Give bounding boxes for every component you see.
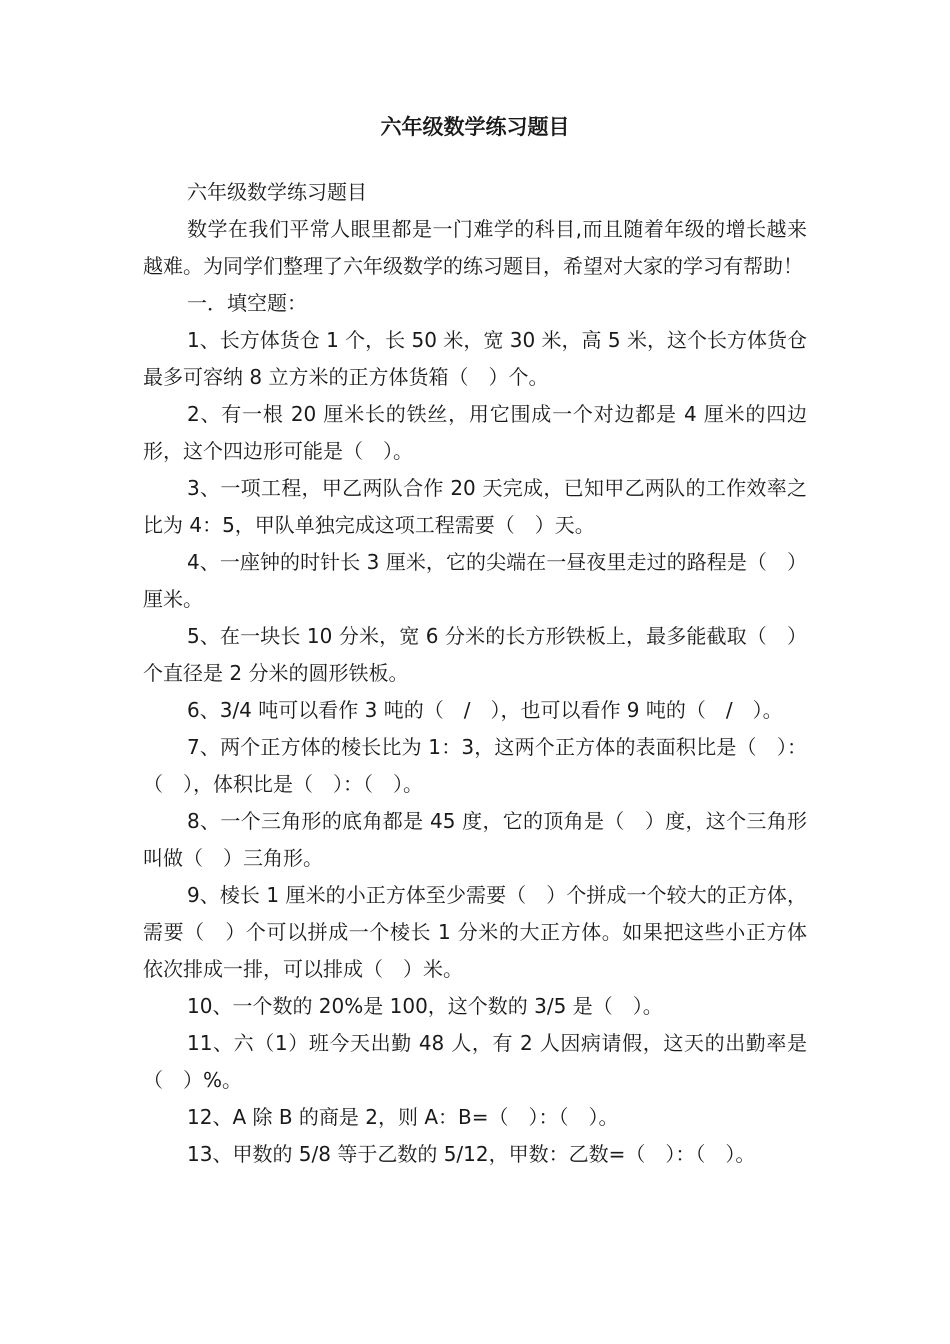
intro-paragraph: 数学在我们平常人眼里都是一门难学的科目,而且随着年级的增长越来越难。为同学们整理了六年级数学的练习题目，希望对大家的学习有帮助！ <box>143 217 807 278</box>
question-13: 13、甲数的 5/8 等于乙数的 5/12，甲数：乙数=（ ）：（ ）。 <box>187 1142 756 1166</box>
question-4: 4、一座钟的时针长 3 厘米，它的尖端在一昼夜里走过的路程是（ ）厘米。 <box>143 550 807 611</box>
question-3: 3、一项工程，甲乙两队合作 20 天完成，已知甲乙两队的工作效率之比为 4：5，甲队单独完成这项工程需要（ ）天。 <box>143 476 807 537</box>
document-body <box>143 174 807 1173</box>
question-2: 2、有一根 20 厘米长的铁丝，用它围成一个对边都是 4 厘米的四边形，这个四边形可能是（ ）。 <box>143 402 807 463</box>
document-title: 六年级数学练习题目 <box>380 115 570 139</box>
question-7: 7、两个正方体的棱长比为 1：3，这两个正方体的表面积比是（ ）：（ ），体积比是（ ）：（ ）。 <box>143 735 807 796</box>
subtitle-paragraph: 六年级数学练习题目 <box>187 180 367 204</box>
question-11: 11、六（1）班今天出勤 48 人，有 2 人因病请假，这天的出勤率是（ ）%。 <box>143 1031 807 1092</box>
question-12: 12、A 除 B 的商是 2，则 A：B=（ ）：（ ）。 <box>187 1105 619 1129</box>
question-9: 9、棱长 1 厘米的小正方体至少需要（ ）个拼成一个较大的正方体，需要（ ）个可以拼成一个棱长 1 分米的大正方体。如果把这些小正方体依次排成一排，可以排成（ ）米。 <box>143 883 807 981</box>
question-10: 10、一个数的 20%是 100，这个数的 3/5 是（ ）。 <box>187 994 663 1018</box>
section-heading: 一．填空题： <box>187 291 307 315</box>
question-5: 5、在一块长 10 分米，宽 6 分米的长方形铁板上，最多能截取（ ）个直径是 2 分米的圆形铁板。 <box>143 624 807 685</box>
question-6: 6、3/4 吨可以看作 3 吨的（ / ），也可以看作 9 吨的（ / ）。 <box>187 698 783 722</box>
question-8: 8、一个三角形的底角都是 45 度，它的顶角是（ ）度，这个三角形叫做（ ）三角形。 <box>143 809 807 870</box>
question-1: 1、长方体货仓 1 个，长 50 米，宽 30 米，高 5 米，这个长方体货仓最多可容纳 8 立方米的正方体货箱（ ）个。 <box>143 328 807 389</box>
